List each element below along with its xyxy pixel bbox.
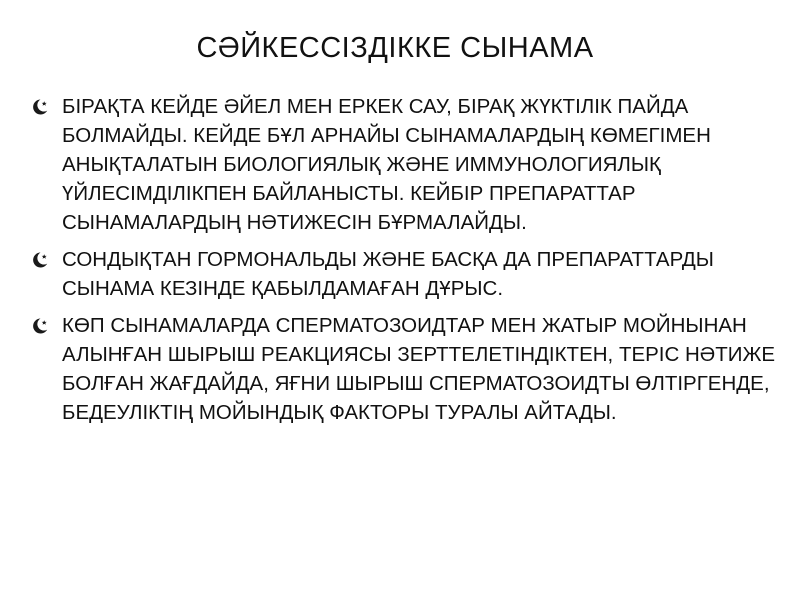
bullet-text: БІРАҚТА КЕЙДЕ ӘЙЕЛ МЕН ЕРКЕК САУ, БІРАҚ ЖҮКТІЛІК ПАЙДА БОЛМАЙДЫ. КЕЙДЕ БҰЛ АРНАЙЫ СЫНАМАЛАРДЫҢ КӨМЕГІМЕН АНЫҚТАЛАТЫН БИОЛОГИЯЛЫҚ ЖӘНЕ ИММУНОЛОГИЯЛЫҚ ҮЙЛЕСІМДІЛІКПЕН БАЙЛАНЫСТЫ. КЕЙБІР ПРЕПАРАТТАР СЫНАМАЛАРДЫҢ НӘТИЖЕСІН БҰРМАЛАЙДЫ.	[62, 95, 711, 234]
crescent-star-icon	[30, 250, 50, 270]
crescent-star-icon	[30, 97, 50, 117]
crescent-star-icon	[30, 316, 50, 336]
bullet-list	[30, 92, 785, 435]
slide-title: СӘЙКЕССІЗДІККЕ СЫНАМА	[196, 32, 594, 64]
bullet-text: КӨП СЫНАМАЛАРДА СПЕРМАТОЗОИДТАР МЕН ЖАТЫР МОЙНЫНАН АЛЫНҒАН ШЫРЫШ РЕАКЦИЯСЫ ЗЕРТТЕЛЕТІНДІКТЕН, ТЕРІС НӘТИЖЕ БОЛҒАН ЖАҒДАЙДА, ЯҒНИ ШЫРЫШ СПЕРМАТОЗОИДТЫ ӨЛТІРГЕНДЕ, БЕДЕУЛІКТІҢ МОЙЫНДЫҚ ФАКТОРЫ ТУРАЛЫ АЙТАДЫ.	[62, 314, 776, 424]
bullet-item	[30, 245, 785, 303]
bullet-text: СОНДЫҚТАН ГОРМОНАЛЬДЫ ЖӘНЕ БАСҚА ДА ПРЕПАРАТТАРДЫ СЫНАМА КЕЗІНДЕ ҚАБЫЛДАМАҒАН ДҰРЫС.	[62, 248, 714, 300]
bullet-item	[30, 311, 785, 427]
bullet-item	[30, 92, 785, 237]
